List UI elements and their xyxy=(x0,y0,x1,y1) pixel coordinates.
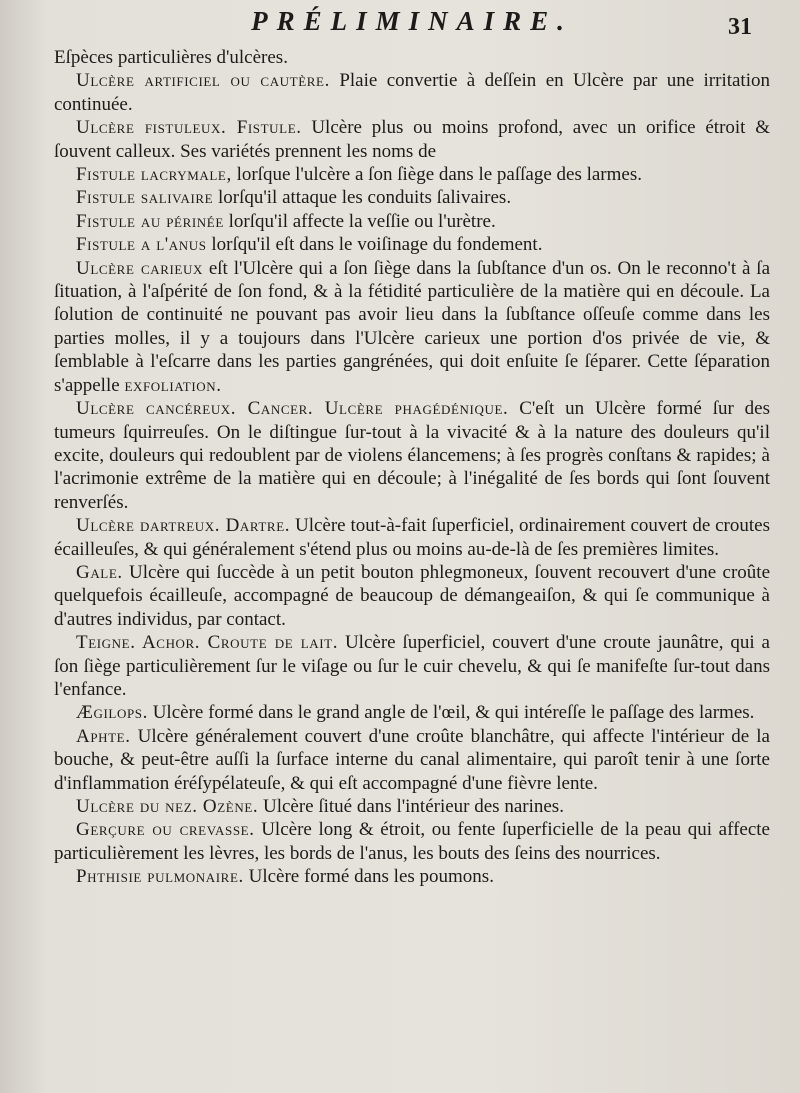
entry-term: Fistule au périnée xyxy=(76,210,224,232)
glossary-entry xyxy=(54,163,770,186)
glossary-entry xyxy=(54,514,770,561)
intro-line: Eſpèces particulières d'ulcères. xyxy=(54,47,288,68)
glossary-entry xyxy=(54,701,770,724)
glossary-entry xyxy=(54,561,770,631)
entry-definition: Ulcère formé dans les poumons. xyxy=(243,866,494,888)
glossary-entry xyxy=(54,233,770,256)
entry-term-tail: exfoliation. xyxy=(124,374,222,396)
entry-definition: Ulcère généralement couvert d'une croûte blanchâtre, qui affecte l'intérieur de la bouche, & peut-être auſſi la ſurface interne du canal alimentaire, qui paroît tenir à une ſorte d'inflammation éréſypélateuſe, & qui eſt accompagné d'une fièvre lente. xyxy=(54,725,770,794)
entry-definition: lorſqu'il affecte la veſſie ou l'urètre. xyxy=(223,210,496,232)
glossary-entry xyxy=(54,795,770,818)
entry-term: Gale. xyxy=(76,561,123,583)
entry-definition: Ulcère long & étroit, ou fente ſuperficielle de la peau qui affecte particulièrement les lèvres, les bords de l'anus, les bouts des ſeins des nourrices. xyxy=(54,819,770,864)
glossary-entry xyxy=(54,865,770,888)
glossary-entry xyxy=(54,818,770,865)
entry-term: Ulcère artificiel ou cautère. xyxy=(76,70,330,92)
entry-definition: Ulcère ſuperficiel, couvert d'une croute jaunâtre, qui a ſon ſiège particulièrement ſur le viſage ou ſur le cuir chevelu, & qui ſe manifeſte ſur-tout dans l'enfance. xyxy=(54,632,770,700)
glossary-entry xyxy=(54,725,770,795)
glossary-entry xyxy=(54,116,770,163)
entry-term: Phthisie pulmonaire. xyxy=(76,866,244,888)
entry-term: Fistule a l'anus xyxy=(76,234,207,256)
glossary-entry xyxy=(54,631,770,701)
entry-term: Fistule salivaire xyxy=(76,187,214,209)
glossary-entry xyxy=(54,397,770,514)
glossary-entry xyxy=(54,210,770,233)
entry-term: Ulcère carieux xyxy=(76,257,203,279)
entry-term: Gerçure ou crevasse. xyxy=(76,819,255,841)
entry-term: Aphte. xyxy=(76,725,131,747)
entry-definition: lorſque l'ulcère a ſon ſiège dans le paſſage des larmes. xyxy=(231,164,642,186)
entry-term: Ulcère cancéreux. Cancer. Ulcère phagédénique. xyxy=(76,398,509,420)
entry-list xyxy=(54,69,770,888)
entry-definition: C'eſt un Ulcère formé ſur des tumeurs ſquirreuſes. On le diſtingue ſur-tout à la vivacité & à la nature des douleurs qu'il excite, douleurs qui redoublent par de violens élancemens; à ſes progrès conſtans & rapides; à l'acrimonie extrême de la matière qui en découle; à l'inégalité de ſes bords qui ſont ſouvent renverſés. xyxy=(54,398,771,513)
entry-definition: eſt l'Ulcère qui a ſon ſiège dans la ſubſtance d'un os. On le reconno't à ſa ſituation, à l'aſpérité de ſon fond, & à la fétidité particulière de la matière qui en découle. La ſolution de continuité ne pouvant pas avoir lieu dans la ſubſtance oſſeuſe comme dans les parties molles, il y a toujours dans l'Ulcère carieux une portion d'os privée de vie, & ſemblable à l'eſcarre dans les parties gangrénées, qui doit enſuite ſe ſéparer. Cette ſéparation s'appelle xyxy=(54,257,771,396)
entry-term: Ulcère dartreux. Dartre. xyxy=(76,515,291,537)
entry-definition: Ulcère qui ſuccède à un petit bouton phlegmoneux, ſouvent recouvert d'une croûte quelquefois écailleuſe, accompagné de beaucoup de démangeaiſon, & qui ſe communique à d'autres individus, par contact. xyxy=(54,561,770,630)
glossary-entry xyxy=(54,69,770,116)
entry-term: Ægilops. xyxy=(76,702,148,724)
page-body xyxy=(54,46,770,889)
entry-term: Fistule lacrymale, xyxy=(76,164,232,186)
entry-definition: Plaie convertie à deſſein en Ulcère par une irritation continuée. xyxy=(54,70,770,115)
entry-definition: Ulcère plus ou moins profond, avec un orifice étroit & ſouvent calleux. Ses variétés prennent les noms de xyxy=(54,117,770,162)
entry-term: Teigne. Achor. Croute de lait. xyxy=(76,632,339,654)
entry-definition: Ulcère ſitué dans l'intérieur des narines. xyxy=(258,796,564,817)
entry-definition: Ulcère formé dans le grand angle de l'œil, & qui intéreſſe le paſſage des larmes. xyxy=(147,702,755,724)
glossary-entry xyxy=(54,257,770,397)
entry-term: Ulcère fistuleux. Fistule. xyxy=(76,117,302,139)
entry-term: Ulcère du nez. Ozène. xyxy=(76,796,259,817)
page-number: 31 xyxy=(728,14,752,40)
entry-definition: Ulcère tout-à-fait ſuperficiel, ordinairement couvert de croutes écailleuſes, & qui généralement s'étend plus ou moins au-de-là de ſes premières limites. xyxy=(54,515,770,560)
running-title: PRÉLIMINAIRE. xyxy=(251,6,573,36)
page-header xyxy=(54,0,770,46)
entry-definition: lorſqu'il attaque les conduits ſalivaires. xyxy=(213,187,512,209)
glossary-entry xyxy=(54,186,770,209)
entry-definition: lorſqu'il eſt dans le voiſinage du fondement. xyxy=(206,234,543,256)
